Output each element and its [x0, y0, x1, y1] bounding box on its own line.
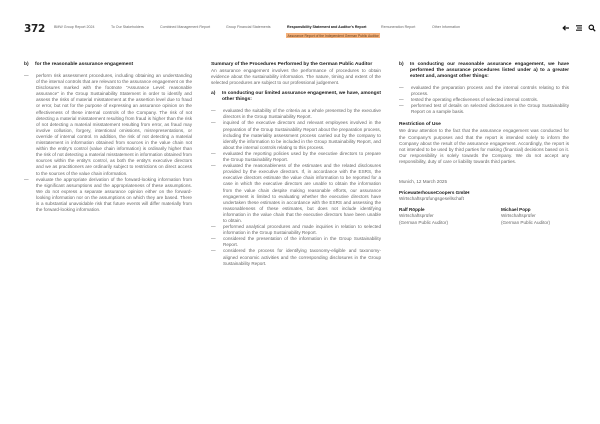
- list-item: — perform risk assessment procedures, including obtaining an understanding of the internal controls that are relevant to the assurance engagement on the Disclosures marked with the footnote "Assurance Level: reasonable assurance" in the Group Sustainability Statement in order to identify and assess the risks of material misstatement at the assertion level due to fraud or error, but not for the purpose of expressing an assurance opinion on the effectiveness of these internal controls of the Company. The risk of not detecting a material misstatement resulting from fraud is higher than the risk of not detecting a material misstatement resulting from error, as fraud may involve collusion, forgery, intentional omissions, misrepresentations, or override of internal control. In addition, the risk of not detecting a material misstatement in information obtained from sources in the value chain not within the entity's control (value chain information) is ordinarily higher than the risk of not detecting a material misstatement in information obtained from sources within the entity's control, as both the entity's executive directors and we as practitioners are ordinarily subject to restrictions on direct access to the sources of the value chain information.: [24, 73, 192, 176]
- back-arrow-icon[interactable]: [562, 24, 570, 32]
- bullet-list: [211, 108, 381, 266]
- bullet-list: [24, 73, 192, 213]
- list-item: — considered the process for identifying taxonomy-eligible and taxonomy-aligned economic activities and the corresponding disclosures in the Group Sustainability Report.: [211, 248, 381, 266]
- list-item: — performed test of details on selected disclosures in the Group Sustainability Report on a sample basis.: [399, 103, 569, 115]
- list-item: — evaluated the reasonableness of the estimates and the related disclosures provided by the executive directors. If, in accordance with the ESRS, the executive directors estimate the value chain information to be reported for a case in which the executive directors are unable to obtain the information from the value chain despite making reasonable efforts, our assurance engagement is limited to evaluating whether the executive directors have undertaken these estimates in accordance with the ESRS and assessing the reasonableness of these estimates, but does not include identifying information in the value chain that the executive directors have been unable to obtain.: [211, 163, 381, 223]
- signatory: Michael Popp Wirtschaftsprüfer (German Public Auditor): [501, 207, 551, 225]
- firm-name: PricewaterhouseCoopers GmbH: [399, 190, 470, 196]
- menu-icon[interactable]: [575, 24, 583, 32]
- list-item: — inquired of the executive directors and relevant employees involved in the preparation of the Group Sustainability Report about the preparation process, including the materiality assessment process carried out by the company to identify the information to be included in the Group Sustainability Report, and about the internal controls relating to this process.: [211, 120, 381, 150]
- restriction-title: Restriction of Use: [399, 122, 441, 128]
- page-number: 372: [24, 23, 46, 35]
- nav-remuneration-report[interactable]: Remuneration Report: [381, 25, 416, 29]
- section-title: Summary of the Procedures Performed by the German Public Auditor: [211, 62, 373, 67]
- nav-to-our-stakeholders[interactable]: To Our Stakeholders: [111, 25, 144, 29]
- place-date: Munich, 12 March 2025: [399, 179, 448, 185]
- nav-responsibility-statement[interactable]: Responsibility Statement and Auditor's Report: [287, 25, 367, 29]
- list-item: — evaluate the appropriate derivation of the forward-looking information from the significant assumptions and the appropriateness of these assumptions. We do not express a separate assurance opinion either on the forward-looking information nor on the assumptions on which they are based. There is a substantial unavoidable risk that future events will differ materially from the forward-looking information.: [24, 176, 192, 213]
- section-heading-a: a) In conducting our limited assurance engagement, we have, amongst other things:: [211, 91, 381, 103]
- firm-subtitle: Wirtschaftsprüfungsgesellschaft: [399, 196, 464, 202]
- bullet-list: [399, 85, 569, 115]
- page-header: [0, 0, 600, 45]
- nav-combined-management-report[interactable]: Combined Management Report: [160, 25, 211, 29]
- intro-paragraph: An assurance engagement involves the performance of procedures to obtain evidence about the sustainability information. The nature, timing and extent of the selected procedures are subject to our professional judgement.: [211, 68, 381, 86]
- restriction-paragraph: We draw attention to the fact that the assurance engagement was conducted for the Company's purposes and that the report is intended solely to inform the Company about the result of the assurance engagement. Accordingly, the report is not intended to be used by third parties for making (financial) decisions based on it. Our responsibility is solely towards the Company. We do not accept any responsibility, duty of care or liability towards third parties.: [399, 128, 569, 164]
- column-left: [24, 62, 192, 213]
- signatures: [399, 207, 569, 225]
- list-item: — considered the presentation of the information in the Group Sustainability Report.: [211, 236, 381, 248]
- nav-other-information[interactable]: Other Information: [432, 25, 460, 29]
- sub-nav-active[interactable]: Assurance Report of the Independent German Public Auditor: [287, 33, 379, 38]
- section-heading-b: b) In conducting our reasonable assurance engagement, we have performed the assurance procedures listed under a) to a greater extent and, amongst other things:: [399, 62, 569, 79]
- list-item: — tested the operating effectiveness of selected internal controls.: [399, 97, 539, 103]
- list-item: — performed analytical procedures and made inquiries in relation to selected information in the Group Sustainability Report.: [211, 224, 381, 236]
- list-item: — evaluated the reporting policies used by the executive directors to prepare the Group Sustainability Report.: [211, 150, 381, 163]
- search-icon[interactable]: [588, 24, 596, 32]
- signatory: Ralf Röpple Wirtschaftsprüfer (German Public Auditor): [399, 207, 449, 225]
- list-item: — evaluated the suitability of the criteria as a whole presented by the executive directors in the Group Sustainability Report.: [211, 108, 381, 120]
- column-right: [399, 62, 569, 226]
- nav-bmw-group-report[interactable]: BMW Group Report 2024: [54, 25, 95, 29]
- column-middle: [211, 62, 381, 267]
- section-heading-b: b) for the reasonable assurance engagement: [24, 62, 134, 67]
- list-item: — evaluated the preparation process and the internal controls relating to this process.: [399, 85, 569, 97]
- nav-group-financial-statements[interactable]: Group Financial Statements: [226, 25, 271, 29]
- toolbar-icons: [562, 24, 596, 32]
